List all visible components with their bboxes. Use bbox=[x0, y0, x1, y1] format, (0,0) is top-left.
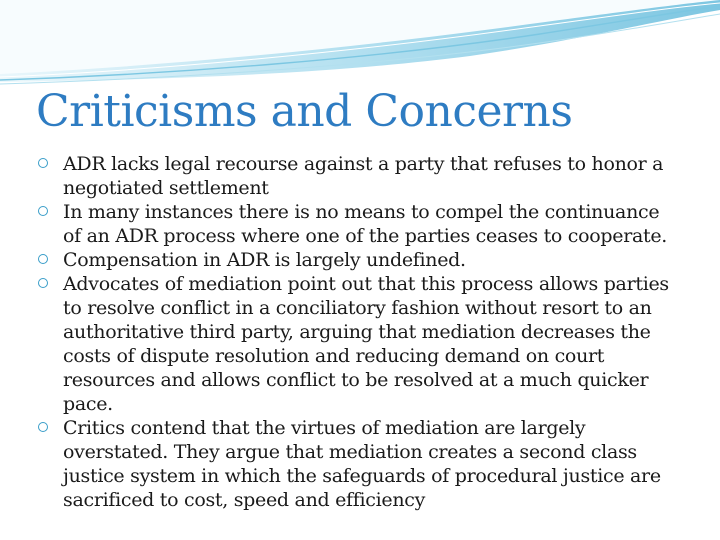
bullet-item bbox=[36, 152, 676, 200]
bullet-item bbox=[36, 200, 676, 248]
bullet-item bbox=[36, 272, 676, 416]
bullet-text: Critics contend that the virtues of mediation are largely overstated. They argue that mediation creates a second class justice system in which the safeguards of procedural justice are sacrificed to cost, speed and efficiency bbox=[63, 417, 661, 511]
hollow-circle-icon bbox=[38, 206, 48, 216]
bullet-text: In many instances there is no means to compel the continuance of an ADR process where one of the parties ceases to cooperate. bbox=[63, 201, 668, 247]
bullet-item bbox=[36, 416, 676, 512]
bullet-list bbox=[36, 152, 676, 512]
hollow-circle-icon bbox=[38, 158, 48, 168]
bullet-item bbox=[36, 248, 676, 272]
bullet-text: Compensation in ADR is largely undefined. bbox=[63, 249, 466, 271]
bullet-text: ADR lacks legal recourse against a party that refuses to honor a negotiated settlement bbox=[63, 153, 664, 199]
slide-title: Criticisms and Concerns bbox=[36, 86, 573, 137]
bullet-text: Advocates of mediation point out that this process allows parties to resolve conflict in a conciliatory fashion without resort to an authoritative third party, arguing that mediation decreases the costs of dispute resolution and reducing demand on court resources and allows conflict to be resolved at a much quicker pace. bbox=[63, 273, 669, 415]
hollow-circle-icon bbox=[38, 422, 48, 432]
hollow-circle-icon bbox=[38, 278, 48, 288]
hollow-circle-icon bbox=[38, 254, 48, 264]
